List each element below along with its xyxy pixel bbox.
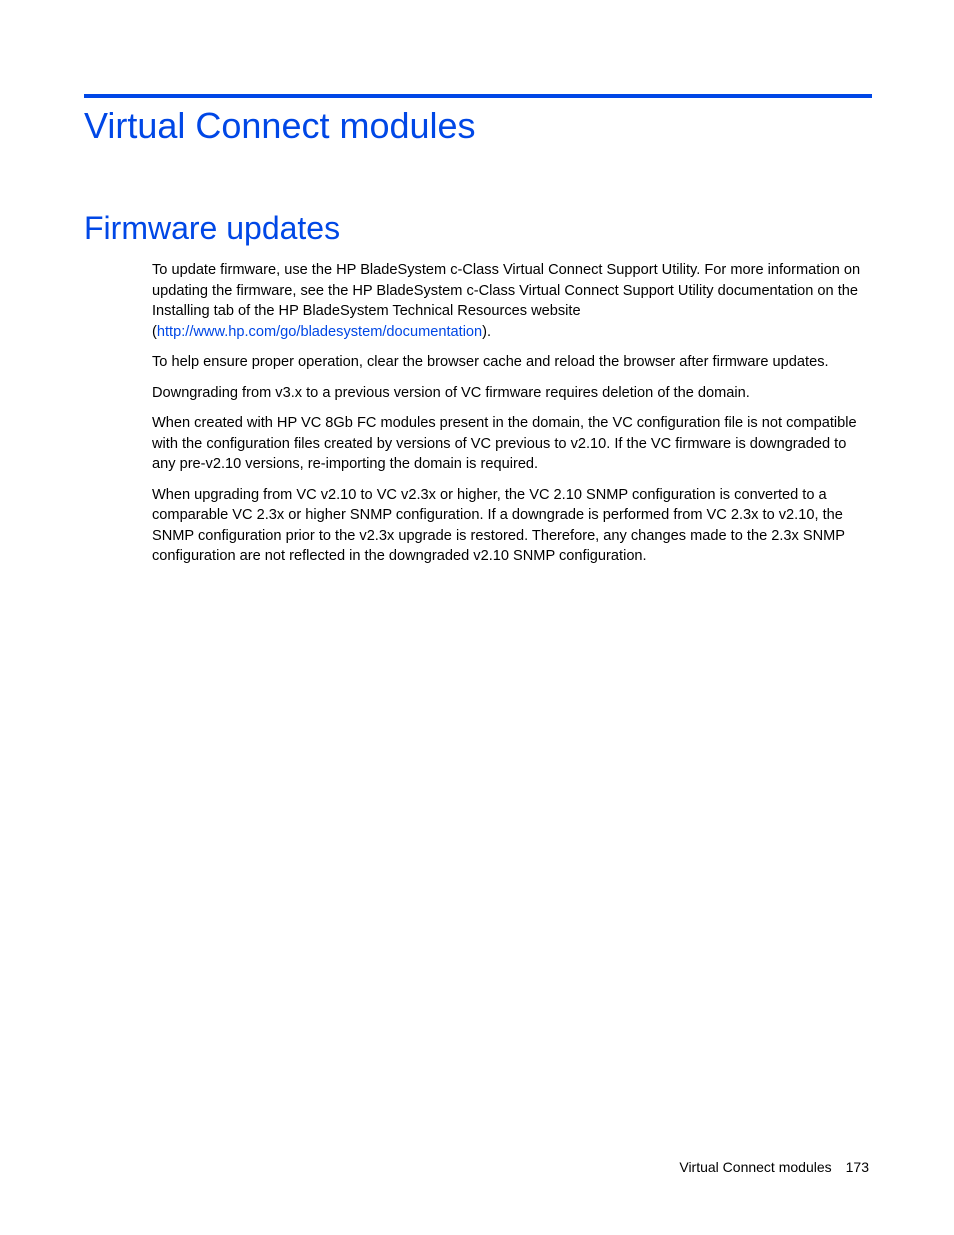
- footer-section-name: Virtual Connect modules: [679, 1159, 832, 1175]
- paragraph-browser-cache: To help ensure proper operation, clear the browser cache and reload the browser after firmware updates.: [152, 354, 829, 370]
- paragraph-8gb-fc-modules: When created with HP VC 8Gb FC modules present in the domain, the VC configuration file is not compatible with the configuration files created by versions of VC previous to v2.10. If the VC firmware is downgraded to any pre-v2.10 versions, re-importing the domain is required.: [152, 415, 857, 472]
- page-footer: [679, 1157, 869, 1177]
- paragraph-text-tail: ).: [482, 323, 492, 340]
- section-title: Firmware updates: [84, 210, 341, 246]
- chapter-title: Virtual Connect modules: [84, 105, 476, 146]
- documentation-link[interactable]: http://www.hp.com/go/bladesystem/documentation: [156, 323, 483, 340]
- chapter-rule: [84, 94, 872, 98]
- paragraph-snmp-configuration: When upgrading from VC v2.10 to VC v2.3x or higher, the VC 2.10 SNMP configuration is converted to a comparable VC 2.3x or higher SNMP configuration. If a downgrade is performed from VC 2.3x to v2.10, the SNMP configuration prior to the v2.3x upgrade is restored. Therefore, any changes made to the 2.3x SNMP configuration are not reflected in the downgraded v2.10 SNMP configuration.: [152, 486, 845, 564]
- paragraph-firmware-utility: [152, 260, 872, 342]
- paragraph-downgrading: Downgrading from v3.x to a previous version of VC firmware requires deletion of the domain.: [152, 384, 750, 401]
- page-number: 173: [845, 1159, 869, 1175]
- paragraph-text: To update firmware, use the HP BladeSystem c-Class Virtual Connect Support Utility. For more information on updating the firmware, see the HP BladeSystem c-Class Virtual Connect Support Utility documentation on the Installing tab of the HP BladeSystem Technical Resources website (: [152, 262, 861, 340]
- section-body: [152, 260, 872, 577]
